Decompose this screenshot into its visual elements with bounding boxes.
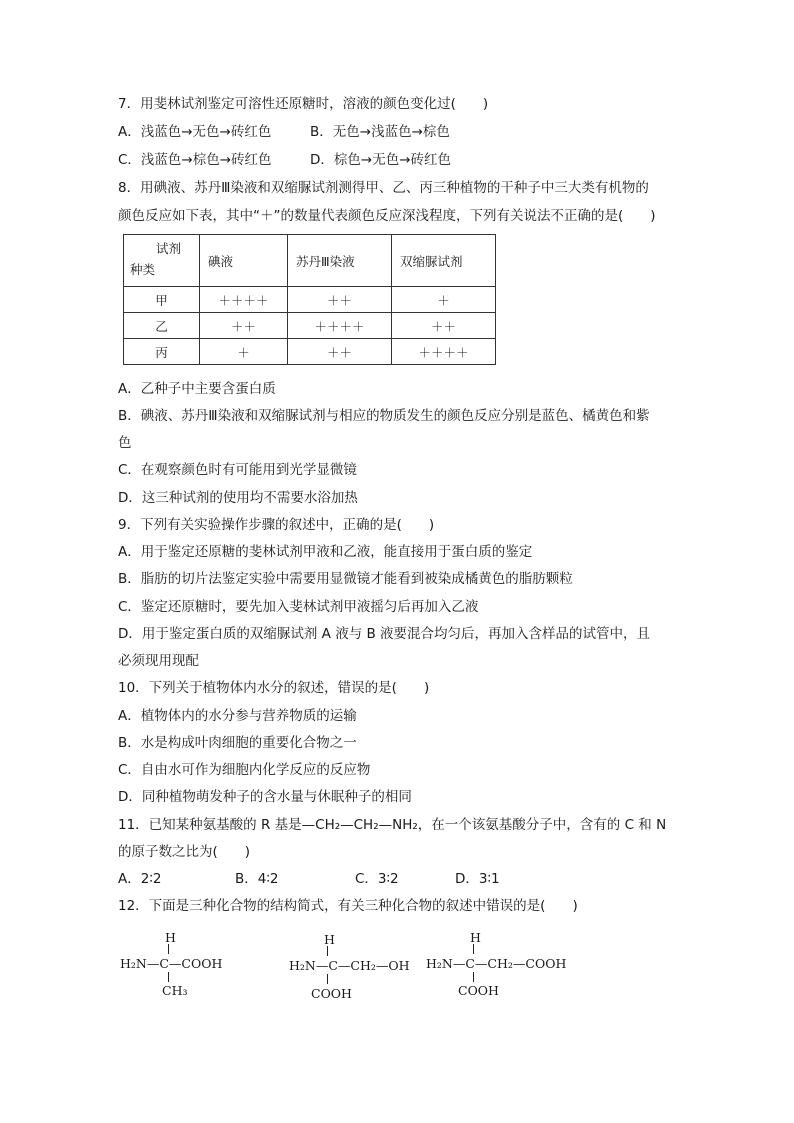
table-cell: ＋ (200, 339, 288, 365)
table-cell: ＋＋ (288, 287, 392, 313)
q7-option-d: D．棕色→无色→砖红色 (310, 152, 452, 168)
q10-option-d: D．同种植物萌发种子的含水量与休眠种子的相同 (118, 789, 412, 805)
q8-option-d: D．这三种试剂的使用均不需要水浴加热 (118, 490, 358, 506)
table-header-row (124, 235, 496, 287)
q12-stem: 12．下面是三种化合物的结构简式，有关三种化合物的叙述中错误的是( ) (118, 898, 578, 914)
q8-option-b-line1: B．碘液、苏丹Ⅲ染液和双缩脲试剂与相应的物质发生的颜色反应分别是蓝色、橘黄色和紫 (118, 408, 650, 424)
structure-1-bottom: CH₃ (162, 983, 188, 998)
q11-option-d: D．3∶1 (455, 871, 500, 887)
structure-3-bottom: COOH (458, 983, 499, 998)
header-biuret: 双缩脲试剂 (392, 235, 496, 287)
q9-option-b: B．脂肪的切片法鉴定实验中需要用显微镜才能看到被染成橘黄色的脂肪颗粒 (118, 571, 573, 587)
table-cell: ＋＋ (200, 313, 288, 339)
structure-3-top: H (470, 930, 481, 945)
row-name: 乙 (124, 313, 200, 339)
q7-option-a: A．浅蓝色→无色→砖红色 (118, 124, 272, 140)
q11-stem-line1: 11．已知某种氨基酸的 R 基是—CH₂—CH₂—NH₂，在一个该氨基酸分子中，含有的 C 和 N (118, 817, 667, 833)
q10-stem: 10．下列关于植物体内水分的叙述，错误的是( ) (118, 680, 430, 696)
structure-2-bottom: COOH (311, 986, 352, 1001)
table-cell: ＋＋ (392, 313, 496, 339)
q10-option-c: C．自由水可作为细胞内化学反应的反应物 (118, 762, 371, 778)
q9-option-d-line1: D．用于鉴定蛋白质的双缩脲试剂 A 液与 B 液要混合均匀后，再加入含样品的试管中，且 (118, 626, 651, 642)
q11-option-c: C．3∶2 (355, 871, 399, 887)
table-cell: ＋＋＋＋ (288, 313, 392, 339)
structure-1-top: H (165, 930, 176, 945)
header-sudan: 苏丹Ⅲ染液 (288, 235, 392, 287)
structure-2 (289, 932, 419, 1001)
structure-2-main: H₂N—C—CH₂—OH (289, 958, 410, 973)
row-name: 丙 (124, 339, 200, 365)
q8-stem-line1: 8．用碘液、苏丹Ⅲ染液和双缩脲试剂测得甲、乙、丙三种植物的干种子中三大类有机物的 (118, 180, 649, 196)
table-cell: ＋＋＋＋ (392, 339, 496, 365)
header-iodine: 碘液 (200, 235, 288, 287)
table-row (124, 313, 496, 339)
table-corner-cell (124, 235, 200, 287)
structure-3-main: H₂N—C—CH₂—COOH (426, 956, 567, 971)
table-cell: ＋ (392, 287, 496, 313)
q11-stem-line2: 的原子数之比为( ) (118, 844, 251, 860)
q10-option-a: A．植物体内的水分参与营养物质的运输 (118, 708, 357, 724)
q7-option-b: B．无色→浅蓝色→棕色 (310, 124, 450, 140)
q11-option-a: A．2∶2 (118, 871, 162, 887)
table-cell: ＋＋ (288, 339, 392, 365)
q8-option-c: C．在观察颜色时有可能用到光学显微镜 (118, 462, 357, 478)
q11-option-b: B．4∶2 (235, 871, 279, 887)
q9-option-a: A．用于鉴定还原糖的斐林试剂甲液和乙液，能直接用于蛋白质的鉴定 (118, 544, 533, 560)
structure-1 (120, 930, 250, 998)
reagent-table (123, 234, 496, 365)
q7-option-c: C．浅蓝色→棕色→砖红色 (118, 152, 272, 168)
q8-option-b-line2: 色 (118, 435, 132, 451)
q8-stem-line2: 颜色反应如下表，其中“＋”的数量代表颜色反应深浅程度，下列有关说法不正确的是( ) (118, 208, 656, 224)
q9-option-d-line2: 必须现用现配 (118, 653, 199, 669)
table-row (124, 287, 496, 313)
q7-stem: 7．用斐林试剂鉴定可溶性还原糖时，溶液的颜色变化过( ) (118, 96, 489, 112)
row-name: 甲 (124, 287, 200, 313)
table-cell: ＋＋＋＋ (200, 287, 288, 313)
structure-3 (426, 930, 586, 998)
q10-option-b: B．水是构成叶肉细胞的重要化合物之一 (118, 735, 357, 751)
q8-option-a: A．乙种子中主要含蛋白质 (118, 381, 276, 397)
q9-stem: 9．下列有关实验操作步骤的叙述中，正确的是( ) (118, 517, 435, 533)
q9-option-c: C．鉴定还原糖时，要先加入斐林试剂甲液摇匀后再加入乙液 (118, 599, 479, 615)
structure-2-top: H (324, 932, 335, 947)
corner-bottom-label: 种类 (130, 262, 156, 277)
structure-1-main: H₂N—C—COOH (120, 956, 223, 971)
table-row (124, 339, 496, 365)
corner-top-label: 试剂 (155, 241, 181, 256)
